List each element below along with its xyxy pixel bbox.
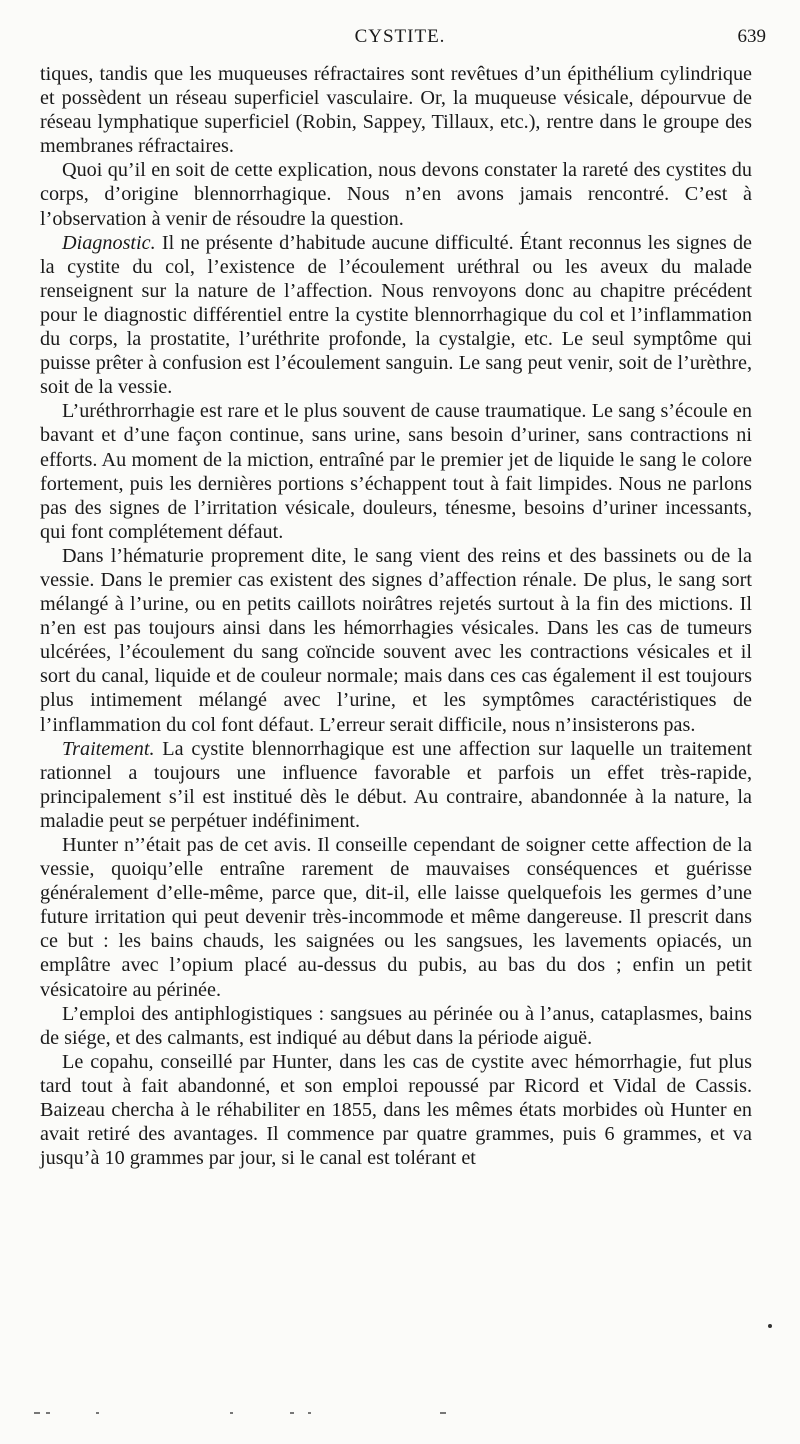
ink-speck: [768, 1324, 772, 1328]
paragraph-text: tiques, tandis que les muqueuses réfractaires sont revêtues d’un épithélium cylindrique et possèdent un réseau superficiel vasculaire. Or, la muqueuse vésicale, dépourvue de réseau lymphatique superficiel (Robin, Sappey, Tillaux, etc.), rentre dans le groupe des membranes réfractaires.: [40, 63, 752, 158]
paragraph-text: Quoi qu’il en soit de cette explication, nous devons constater la rareté des cystites du corps, d’origine blennorrhagique. Nous n’en avons jamais rencontré. C’est à l’observation à venir de résoudre la question.: [40, 159, 752, 230]
paragraph-traitement: [40, 737, 752, 833]
paragraph: [40, 158, 752, 230]
section-lead-diagnostic: Diagnostic.: [62, 231, 156, 254]
scan-artifacts: [30, 1410, 470, 1418]
page-header: [0, 26, 800, 56]
paragraph-text: Dans l’hématurie proprement dite, le sang vient des reins et des bassinets ou de la vessie. Dans le premier cas existent des signes d’affection rénale. De plus, le sang sort mélangé à l’urine, ou en petits caillots noirâtres rejetés surtout à la fin des mictions. Il n’en est pas toujours ainsi dans les hémorrhagies vésicales. Dans les cas de tumeurs ulcérées, l’écoulement du sang coïncide souvent avec les contractions vésicales et il sort du canal, liquide et de couleur normale; mais dans ces cas également il est toujours plus intimement mélangé avec l’urine, et les symptômes caractéristiques de l’inflammation du col font défaut. L’erreur serait difficile, nous n’insisterons pas.: [40, 544, 752, 736]
paragraph-text: L’emploi des antiphlogistiques : sangsues au périnée ou à l’anus, cataplasmes, bains de siége, et des calmants, est indiqué au début dans la période aiguë.: [40, 1002, 752, 1049]
paragraph: [40, 62, 752, 158]
paragraph: [40, 833, 752, 1002]
paragraph-text: Hunter n’’était pas de cet avis. Il conseille cependant de soigner cette affection de la vessie, quoiqu’elle entraîne rarement de mauvaises conséquences et guérisse généralement d’elle-même, parce que, dit-il, elle laisse quelquefois les germes d’une future irritation qui peut devenir très-incommode et même dangereuse. Il prescrit dans ce but : les bains chauds, les saignées ou les sangsues, les lavements opiacés, un emplâtre avec l’opium placé au-dessus du pubis, au bas du dos ; enfin un petit vésicatoire au périnée.: [40, 834, 752, 1001]
page-number: 639: [737, 26, 766, 47]
scan-speck: [96, 1412, 99, 1414]
paragraph: [40, 399, 752, 544]
scan-speck: [440, 1412, 446, 1414]
paragraph-text: Le copahu, conseillé par Hunter, dans les cas de cystite avec hémorrhagie, fut plus tard tout à fait abandonné, et son emploi repoussé par Ricord et Vidal de Cassis. Baizeau chercha à le réhabiliter en 1855, dans les mêmes états morbides où Hunter en avait retiré des avantages. Il commence par quatre grammes, puis 6 grammes, et va jusqu’à 10 grammes par jour, si le canal est tolérant et: [40, 1050, 752, 1170]
paragraph-text: L’uréthrorrhagie est rare et le plus souvent de cause traumatique. Le sang s’écoule en bavant et d’une façon continue, sans urine, sans besoin d’uriner, sans contractions ni efforts. Au moment de la miction, entraîné par le premier jet de liquide le sang le colore fortement, puis les dernières portions s’échappent tout à fait limpides. Nous ne parlons pas des signes de l’irritation vésicale, douleurs, ténesme, besoins d’uriner incessants, qui font complétement défaut.: [40, 400, 752, 543]
running-title: CYSTITE.: [354, 26, 446, 47]
scan-speck: [34, 1412, 40, 1414]
scan-speck: [308, 1412, 311, 1414]
paragraph: [40, 1002, 752, 1050]
section-lead-traitement: Traitement.: [62, 737, 155, 760]
paragraph: [40, 544, 752, 737]
paragraph: [40, 1050, 752, 1170]
paragraph-text: La cystite blennorrhagique est une affection sur laquelle un traitement rationnel a toujours une influence favorable et parfois un effet très-rapide, principalement s’il est institué dès le début. Au contraire, abandonnée à la nature, la maladie peut se perpétuer indéfiniment.: [40, 737, 752, 832]
paragraph-text: Il ne présente d’habitude aucune difficulté. Étant reconnus les signes de la cystite du col, l’existence de l’écoulement uréthral ou les aveux du malade renseignent sur la nature de l’affection. Nous renvoyons donc au chapitre précédent pour le diagnostic différentiel entre la cystite blennorrhagique du col et l’inflammation du corps, la prostatite, l’uréthrite profonde, la cystalgie, etc. Le seul symptôme qui puisse prêter à confusion est l’écoulement sanguin. Le sang peut venir, soit de l’urèthre, soit de la vessie.: [40, 231, 753, 399]
paragraph-diagnostic: [40, 231, 752, 400]
scan-speck: [230, 1412, 233, 1414]
scan-speck: [46, 1412, 50, 1414]
scan-speck: [290, 1412, 294, 1414]
body-text: [40, 62, 752, 1170]
